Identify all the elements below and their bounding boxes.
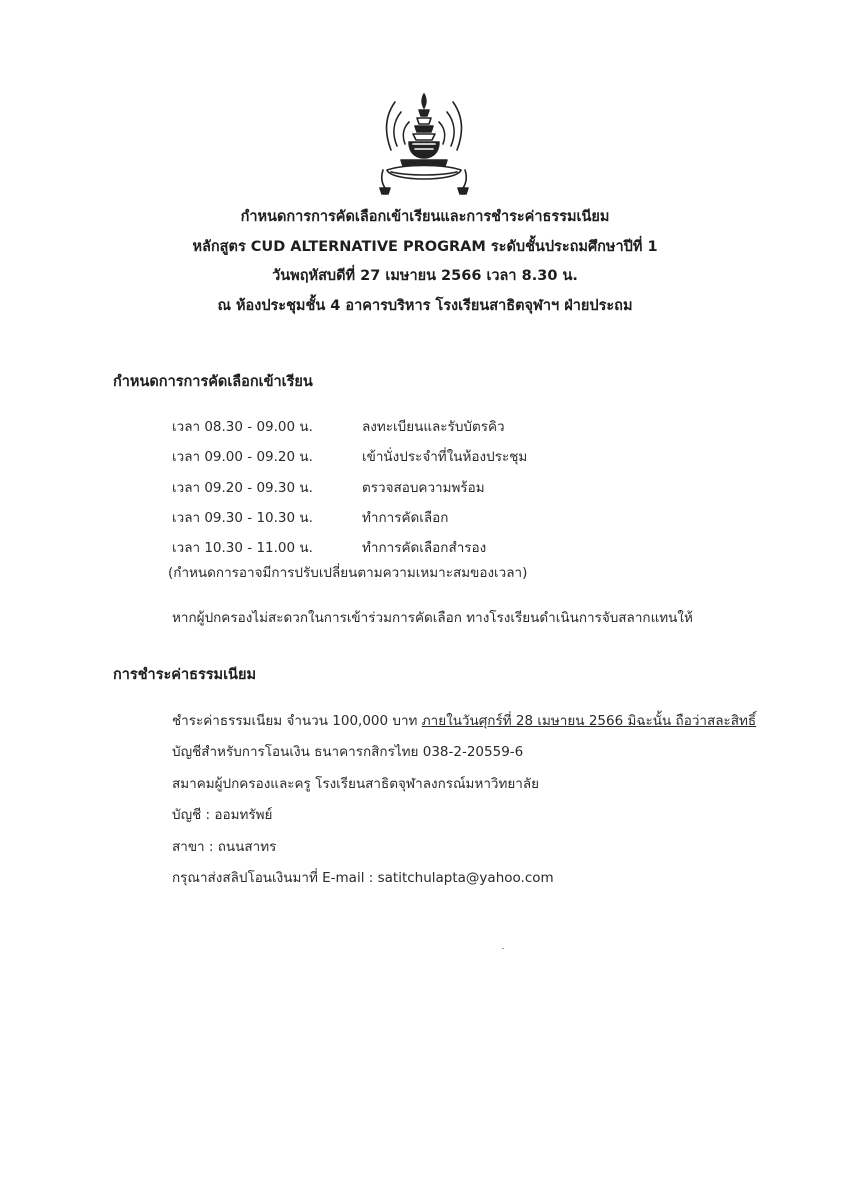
schedule-activity: ทำการคัดเลือกสำรอง	[362, 540, 487, 557]
header-program: หลักสูตร CUD ALTERNATIVE PROGRAM ระดับชั้นประถมศึกษาปีที่ 1	[192, 238, 658, 255]
schedule-time: เวลา 09.20 - 09.30 น.	[172, 479, 313, 496]
email-line: กรุณาส่งสลิปโอนเงินมาที่ E-mail : satitchulapta@yahoo.com	[172, 870, 554, 887]
payment-details	[172, 706, 756, 894]
header-location: ณ ห้องประชุมชั้น 4 อาคารบริหาร โรงเรียนสาธิตจุฬาฯ ฝ่ายประถม	[217, 297, 633, 314]
bank-account-line: บัญชีสำหรับการโอนเงิน ธนาคารกสิกรไทย 038-2-20559-6	[172, 744, 524, 761]
schedule-time: เวลา 09.30 - 10.30 น.	[172, 509, 313, 526]
schedule-activity: ตรวจสอบความพร้อม	[362, 479, 485, 496]
header-date: วันพฤหัสบดีที่ 27 เมษายน 2566 เวลา 8.30 น.	[272, 268, 578, 284]
schedule-time: เวลา 08.30 - 09.00 น.	[172, 419, 313, 435]
selection-section-title: กำหนดการการคัดเลือกเข้าเรียน	[113, 374, 313, 390]
account-type-line: บัญชี : ออมทรัพย์	[172, 807, 273, 824]
selection-schedule	[172, 412, 527, 563]
fee-line	[172, 706, 756, 737]
fee-amount: ชำระค่าธรรมเนียม จำนวน 100,000 บาท	[172, 713, 422, 729]
schedule-activity: เข้านั่งประจำที่ในห้องประชุม	[362, 449, 528, 466]
schedule-row	[172, 503, 527, 533]
fee-deadline: ภายในวันศุกร์ที่ 28 เมษายน 2566 มิฉะนั้น ถือว่าสละสิทธิ์	[421, 713, 757, 729]
schedule-note: (กำหนดการอาจมีการปรับเปลี่ยนตามความเหมาะสมของเวลา)	[168, 565, 528, 581]
header-title: กำหนดการการคัดเลือกเข้าเรียนและการชำระค่าธรรมเนียม	[240, 209, 610, 225]
schedule-time: เวลา 09.00 - 09.20 น.	[172, 449, 313, 466]
schedule-row	[172, 442, 527, 472]
schedule-activity: ทำการคัดเลือก	[362, 509, 449, 526]
payment-section-title: การชำระค่าธรรมเนียม	[113, 667, 257, 683]
scan-speck	[502, 948, 504, 949]
schedule-row	[172, 412, 527, 442]
document-header	[0, 203, 850, 321]
schedule-row	[172, 473, 527, 503]
schedule-activity: ลงทะเบียนและรับบัตรคิว	[362, 419, 505, 435]
schedule-row	[172, 533, 527, 563]
parent-absence-note: หากผู้ปกครองไม่สะดวกในการเข้าร่วมการคัดเลือก ทางโรงเรียนดำเนินการจับสลากแทนให้	[172, 610, 693, 626]
account-name-line: สมาคมผู้ปกครองและครู โรงเรียนสาธิตจุฬาลงกรณ์มหาวิทยาลัย	[172, 775, 540, 792]
schedule-time: เวลา 10.30 - 11.00 น.	[172, 540, 313, 557]
branch-line: สาขา : ถนนสาทร	[172, 838, 277, 855]
university-emblem-icon	[375, 92, 473, 196]
